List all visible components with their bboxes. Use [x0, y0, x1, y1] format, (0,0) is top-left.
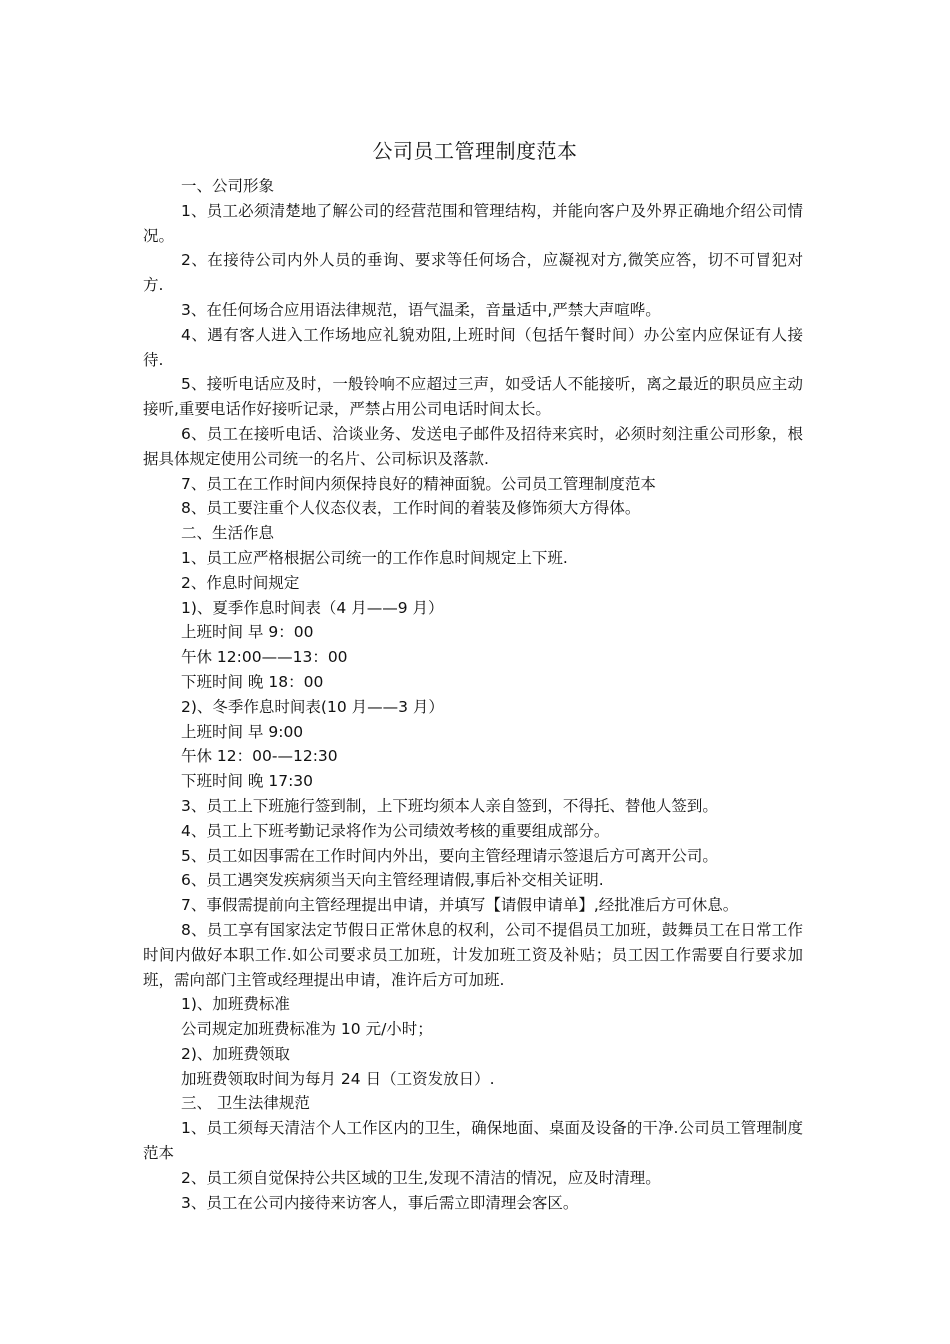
- paragraph: 2、作息时间规定: [181, 573, 300, 592]
- schedule-line: 上班时间 早 9:00: [181, 722, 304, 741]
- paragraph: 2)、加班费领取: [181, 1044, 290, 1063]
- paragraph: 4、遇有客人进入工作场地应礼貌劝阻,上班时间（包括午餐时间）办公室内应保证有人接待.: [143, 325, 803, 369]
- schedule-line: 下班时间 晚 17:30: [181, 772, 314, 791]
- section-heading-hygiene: 三、 卫生法律规范: [181, 1094, 310, 1113]
- document-title: 公司员工管理制度范本: [372, 139, 578, 163]
- paragraph: 1、员工必须清楚地了解公司的经营范围和管理结构，并能向客户及外界正确地介绍公司情况。: [143, 201, 803, 245]
- paragraph: 4、员工上下班考勤记录将作为公司绩效考核的重要组成部分。: [181, 821, 610, 840]
- paragraph: 3、在任何场合应用语法律规范，语气温柔，音量适中,严禁大声喧哗。: [181, 300, 661, 319]
- paragraph: 8、员工享有国家法定节假日正常休息的权利，公司不提倡员工加班，鼓舞员工在日常工作时间内做好本职工作.如公司要求员工加班，计发加班工资及补贴；员工因工作需要自行要求加班，需向部门主管或经理提出申请，准许后方可加班.: [143, 920, 803, 989]
- schedule-line: 午休 12:00——13：00: [181, 648, 348, 667]
- paragraph: 8、员工要注重个人仪态仪表，工作时间的着装及修饰须大方得体。: [181, 499, 641, 518]
- document-body: [143, 174, 803, 1215]
- paragraph: 5、接听电话应及时，一般铃响不应超过三声，如受话人不能接听，离之最近的职员应主动接听,重要电话作好接听记录，严禁占用公司电话时间太长。: [143, 375, 803, 419]
- paragraph: 1)、夏季作息时间表（4 月——9 月）: [181, 598, 444, 617]
- paragraph: 2)、冬季作息时间表(10 月——3 月）: [181, 697, 444, 716]
- paragraph: 5、员工如因事需在工作时间内外出，要向主管经理请示签退后方可离开公司。: [181, 846, 718, 865]
- paragraph: 1)、加班费标准: [181, 995, 290, 1014]
- paragraph: 公司规定加班费标准为 10 元/小时；: [181, 1020, 433, 1039]
- paragraph: 7、员工在工作时间内须保持良好的精神面貌。公司员工管理制度范本: [181, 474, 656, 493]
- paragraph: 3、员工上下班施行签到制，上下班均须本人亲自签到，不得托、替他人签到。: [181, 796, 718, 815]
- section-heading-company-image: 一、公司形象: [181, 177, 275, 195]
- paragraph: 1、员工应严格根据公司统一的工作作息时间规定上下班.: [181, 548, 568, 567]
- paragraph: 2、员工须自觉保持公共区域的卫生,发现不清洁的情况，应及时清理。: [181, 1168, 661, 1187]
- schedule-line: 上班时间 早 9：00: [181, 623, 314, 642]
- paragraph: 2、在接待公司内外人员的垂询、要求等任何场合，应凝视对方,微笑应答，切不可冒犯对方.: [143, 251, 803, 295]
- paragraph: 6、员工在接听电话、洽谈业务、发送电子邮件及招待来宾时，必须时刻注重公司形象，根据具体规定使用公司统一的名片、公司标识及落款.: [143, 424, 803, 468]
- paragraph: 1、员工须每天清洁个人工作区内的卫生，确保地面、桌面及设备的干净.公司员工管理制度范本: [143, 1119, 803, 1163]
- paragraph: 3、员工在公司内接待来访客人，事后需立即清理会客区。: [181, 1193, 579, 1212]
- paragraph: 7、事假需提前向主管经理提出申请，并填写【请假申请单】,经批准后方可休息。: [181, 896, 739, 915]
- schedule-line: 下班时间 晚 18：00: [181, 672, 324, 691]
- paragraph: 加班费领取时间为每月 24 日（工资发放日）.: [181, 1069, 495, 1088]
- schedule-line: 午休 12：00-—12:30: [181, 747, 338, 766]
- section-heading-daily-schedule: 二、生活作息: [181, 524, 275, 543]
- paragraph: 6、员工遇突发疾病须当天向主管经理请假,事后补交相关证明.: [181, 871, 604, 890]
